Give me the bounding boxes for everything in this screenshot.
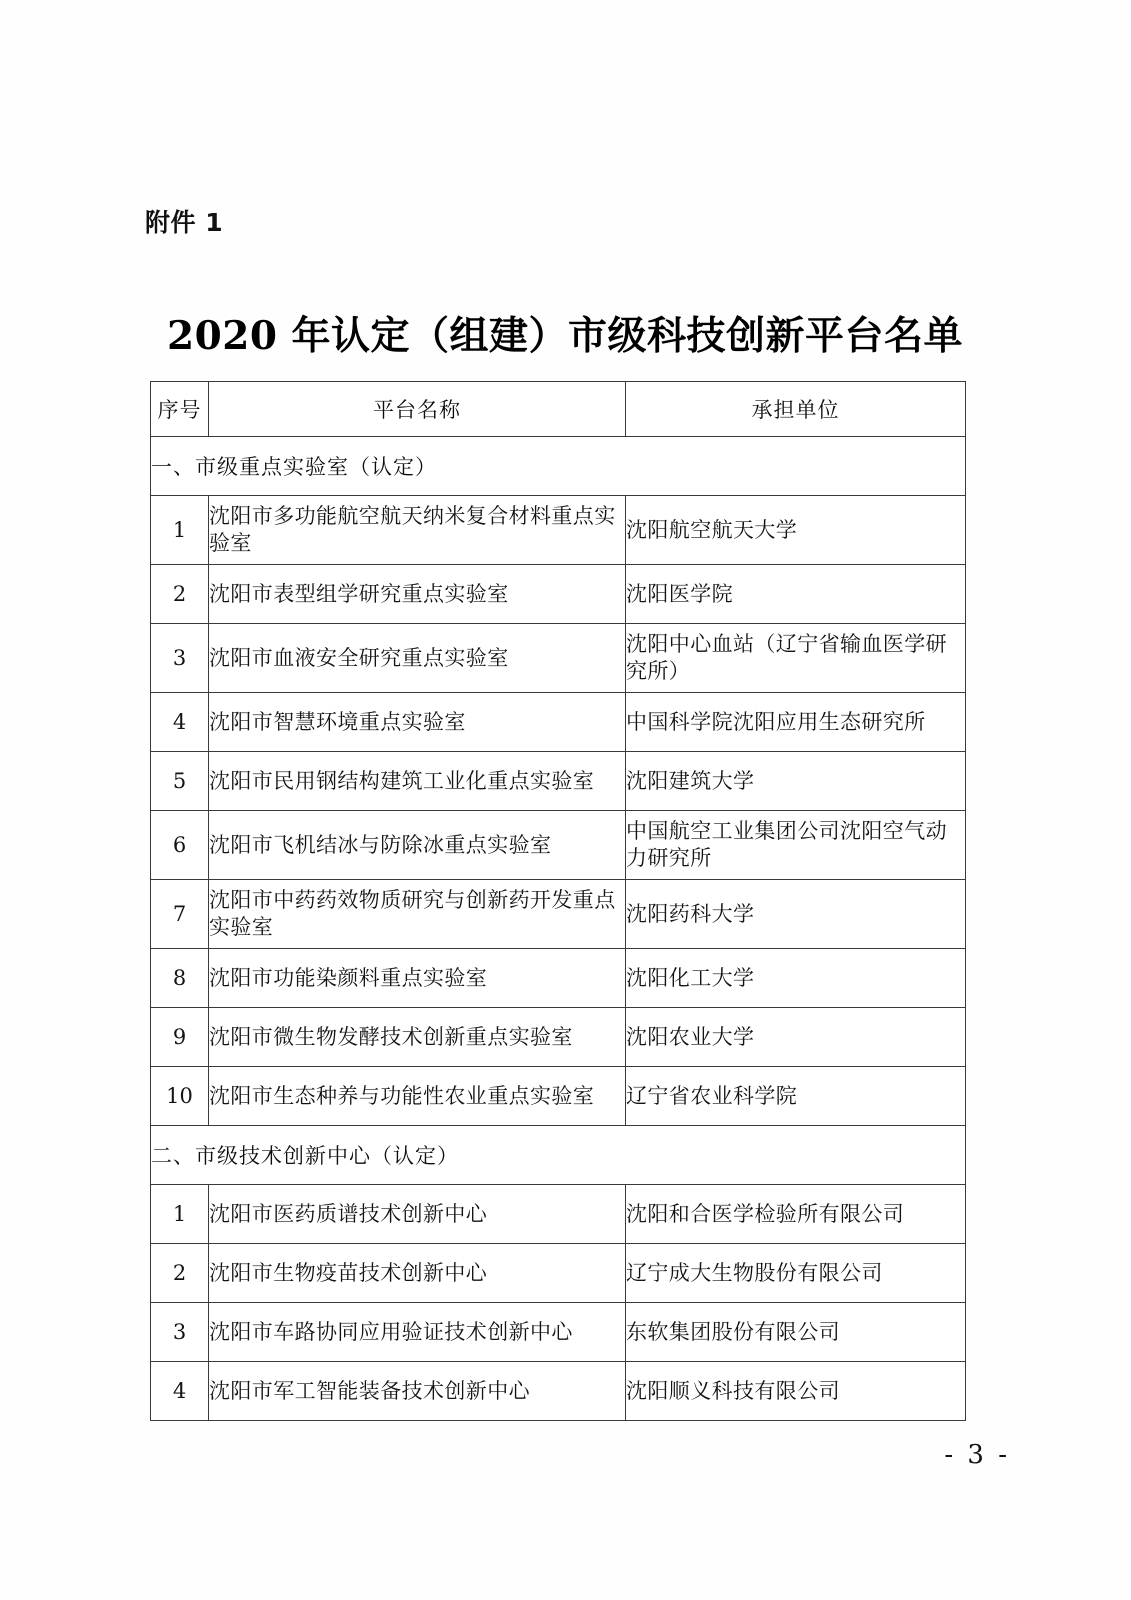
row-number: 5 — [151, 752, 209, 811]
platform-name: 沈阳市多功能航空航天纳米复合材料重点实验室 — [209, 496, 626, 565]
platform-name: 沈阳市功能染颜料重点实验室 — [209, 949, 626, 1008]
table-row — [151, 1185, 966, 1244]
table-row — [151, 1244, 966, 1303]
platform-name: 沈阳市医药质谱技术创新中心 — [209, 1185, 626, 1244]
table-header — [151, 382, 966, 437]
platform-list-table-wrapper — [150, 381, 965, 1421]
host-unit: 东软集团股份有限公司 — [626, 1303, 966, 1362]
row-number: 2 — [151, 565, 209, 624]
table-row — [151, 693, 966, 752]
row-number: 10 — [151, 1067, 209, 1126]
table-row — [151, 496, 966, 565]
row-number: 4 — [151, 693, 209, 752]
table-row — [151, 949, 966, 1008]
section-heading-key-labs: 一、市级重点实验室（认定） — [151, 437, 966, 496]
host-unit: 中国科学院沈阳应用生态研究所 — [626, 693, 966, 752]
column-header-no: 序号 — [151, 382, 209, 437]
table-header-row — [151, 382, 966, 437]
platform-name: 沈阳市中药药效物质研究与创新药开发重点实验室 — [209, 880, 626, 949]
platform-name: 沈阳市军工智能装备技术创新中心 — [209, 1362, 626, 1421]
table-row — [151, 565, 966, 624]
host-unit: 沈阳中心血站（辽宁省输血医学研究所） — [626, 624, 966, 693]
row-number: 1 — [151, 1185, 209, 1244]
row-number: 2 — [151, 1244, 209, 1303]
platform-list-table — [150, 381, 966, 1421]
platform-name: 沈阳市车路协同应用验证技术创新中心 — [209, 1303, 626, 1362]
table-row — [151, 624, 966, 693]
host-unit: 沈阳顺义科技有限公司 — [626, 1362, 966, 1421]
host-unit: 沈阳航空航天大学 — [626, 496, 966, 565]
table-row — [151, 1303, 966, 1362]
host-unit: 沈阳和合医学检验所有限公司 — [626, 1185, 966, 1244]
table-row — [151, 1008, 966, 1067]
page-title: 2020 年认定（组建）市级科技创新平台名单 — [166, 313, 964, 359]
platform-name: 沈阳市血液安全研究重点实验室 — [209, 624, 626, 693]
page-number: - 3 - — [944, 1440, 1010, 1470]
table-row — [151, 1067, 966, 1126]
table-row — [151, 1362, 966, 1421]
platform-name: 沈阳市表型组学研究重点实验室 — [209, 565, 626, 624]
platform-name: 沈阳市生态种养与功能性农业重点实验室 — [209, 1067, 626, 1126]
row-number: 4 — [151, 1362, 209, 1421]
host-unit: 沈阳建筑大学 — [626, 752, 966, 811]
host-unit: 辽宁省农业科学院 — [626, 1067, 966, 1126]
section-heading-tech-innovation-centers: 二、市级技术创新中心（认定） — [151, 1126, 966, 1185]
row-number: 6 — [151, 811, 209, 880]
table-row — [151, 752, 966, 811]
section-heading-row — [151, 1126, 966, 1185]
row-number: 8 — [151, 949, 209, 1008]
table-row — [151, 880, 966, 949]
row-number: 9 — [151, 1008, 209, 1067]
platform-name: 沈阳市民用钢结构建筑工业化重点实验室 — [209, 752, 626, 811]
row-number: 1 — [151, 496, 209, 565]
table-row — [151, 811, 966, 880]
host-unit: 沈阳化工大学 — [626, 949, 966, 1008]
row-number: 3 — [151, 624, 209, 693]
row-number: 7 — [151, 880, 209, 949]
column-header-host-unit: 承担单位 — [626, 382, 966, 437]
host-unit: 中国航空工业集团公司沈阳空气动力研究所 — [626, 811, 966, 880]
host-unit: 沈阳农业大学 — [626, 1008, 966, 1067]
host-unit: 辽宁成大生物股份有限公司 — [626, 1244, 966, 1303]
row-number: 3 — [151, 1303, 209, 1362]
platform-name: 沈阳市生物疫苗技术创新中心 — [209, 1244, 626, 1303]
section-heading-row — [151, 437, 966, 496]
platform-name: 沈阳市智慧环境重点实验室 — [209, 693, 626, 752]
column-header-platform-name: 平台名称 — [209, 382, 626, 437]
platform-name: 沈阳市飞机结冰与防除冰重点实验室 — [209, 811, 626, 880]
host-unit: 沈阳药科大学 — [626, 880, 966, 949]
host-unit: 沈阳医学院 — [626, 565, 966, 624]
attachment-label: 附件 1 — [145, 208, 224, 237]
table-body — [151, 437, 966, 1421]
platform-name: 沈阳市微生物发酵技术创新重点实验室 — [209, 1008, 626, 1067]
